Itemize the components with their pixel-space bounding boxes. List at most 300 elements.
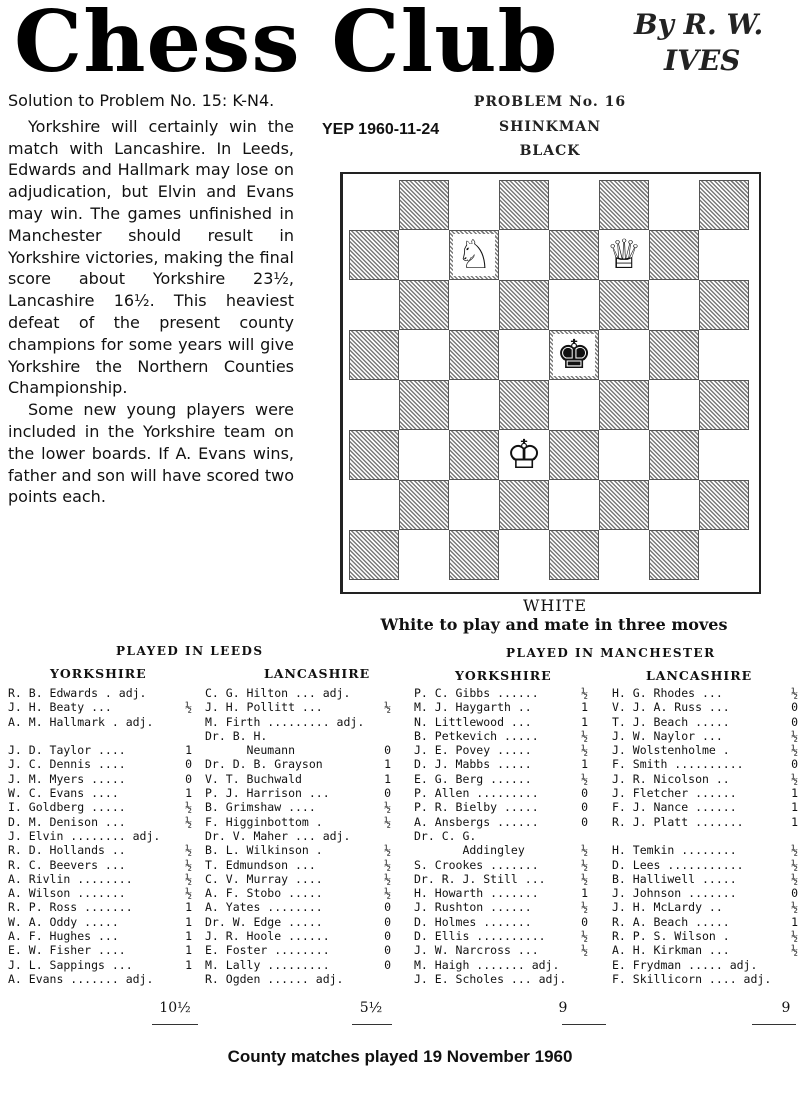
player-score: ½ <box>581 843 588 858</box>
piece-glyph: ♚ <box>553 334 595 376</box>
result-row <box>8 700 198 714</box>
result-row <box>612 886 798 900</box>
board-square-a7 <box>349 230 399 280</box>
board-square-e6 <box>549 280 599 330</box>
player-score: ½ <box>791 743 798 758</box>
result-row <box>612 900 798 914</box>
board-square-h7 <box>699 230 749 280</box>
board-square-h5 <box>699 330 749 380</box>
player-score: 0 <box>581 786 588 801</box>
result-row <box>414 886 599 900</box>
player-score: ½ <box>185 871 192 886</box>
player-name: D. M. Denison ... <box>8 814 126 829</box>
player-score: ½ <box>791 900 798 915</box>
result-row <box>414 900 599 914</box>
player-score: 0 <box>384 957 391 972</box>
result-row <box>612 800 798 814</box>
player-score: ½ <box>384 871 391 886</box>
player-name: Dr. R. J. Still ... <box>414 871 546 886</box>
player-score: 1 <box>185 914 192 929</box>
player-name: E. W. Fisher .... <box>8 943 126 958</box>
result-row <box>8 843 198 857</box>
player-score: ½ <box>581 686 588 700</box>
player-name: R. P. S. Wilson . <box>612 929 730 944</box>
team-heading: YORKSHIRE <box>50 666 147 681</box>
player-name: A. F. Stobo ..... <box>205 886 323 901</box>
player-score: ½ <box>185 700 192 715</box>
player-score: 1 <box>185 900 192 915</box>
player-name: A. F. Hughes ... <box>8 929 119 944</box>
board-square-a4 <box>349 380 399 430</box>
result-row <box>8 815 198 829</box>
result-row <box>8 800 198 814</box>
player-name: N. Littlewood ... <box>414 714 532 729</box>
board-square-b3 <box>399 430 449 480</box>
result-row <box>414 815 599 829</box>
date-tag: YEP 1960-11-24 <box>322 121 440 138</box>
page-title: Chess Club <box>14 0 559 91</box>
player-score: 0 <box>791 757 798 772</box>
player-score: ½ <box>791 857 798 872</box>
result-row <box>205 843 390 857</box>
player-name: A. H. Kirkman ... <box>612 943 730 958</box>
player-name: M. Firth ......... adj. <box>205 714 365 729</box>
board-square-c8 <box>449 180 499 230</box>
result-row <box>8 943 198 957</box>
player-score: 1 <box>384 771 391 786</box>
result-row <box>414 843 599 857</box>
player-name: J. E. Povey ..... <box>414 743 532 758</box>
player-name: D. Holmes ....... <box>414 914 532 929</box>
results-column <box>8 686 198 986</box>
player-score: ½ <box>791 871 798 886</box>
player-score: 1 <box>185 786 192 801</box>
board-square-a3 <box>349 430 399 480</box>
player-score: ½ <box>384 800 391 815</box>
result-row <box>205 858 390 872</box>
player-name: B. Petkevich ..... <box>414 728 539 743</box>
player-name: D. Lees ........... <box>612 857 744 872</box>
result-row <box>414 915 599 929</box>
article-paragraph: Some new young players were included in the Yorkshire team on the lower boards. If A. Evans wins, father and son will have scored two points each. <box>8 400 294 507</box>
player-name: A. Rivlin ........ <box>8 871 133 886</box>
result-row <box>414 972 599 986</box>
player-score: 1 <box>185 957 192 972</box>
result-row <box>414 958 599 972</box>
board-square-f3 <box>599 430 649 480</box>
player-score: 1 <box>581 757 588 772</box>
board-square-c6 <box>449 280 499 330</box>
player-name: R. C. Beevers ... <box>8 857 126 872</box>
board-square-d7 <box>499 230 549 280</box>
player-score: 0 <box>791 886 798 901</box>
result-row <box>414 929 599 943</box>
player-name: M. Haigh ....... adj. <box>414 957 560 972</box>
board-square-h2 <box>699 480 749 530</box>
result-row <box>414 772 599 786</box>
result-row <box>205 686 390 700</box>
caption: County matches played 19 November 1960 <box>227 1047 573 1066</box>
result-row <box>8 686 198 700</box>
problem-author: SHINKMAN <box>498 119 601 135</box>
black-king-icon <box>549 330 599 380</box>
result-row <box>205 772 390 786</box>
player-score: ½ <box>581 929 588 944</box>
article-paragraph: Yorkshire will certainly win the match with Lancashire. In Leeds, Edwards and Hallmark may lose on adjudication, but Elvin and Evans may win. The games unfinished in Manchester should result in Yorkshire victories, making the final score about Yorkshire 23½, Lancashire 16½. This heaviest defeat of the present county champions for some years will give Yorkshire the Northern Counties Championship. <box>8 116 294 398</box>
player-score: ½ <box>384 700 391 715</box>
player-score: 1 <box>791 814 798 829</box>
piece-glyph: ♔ <box>503 434 545 476</box>
result-row <box>414 872 599 886</box>
board-square-b8 <box>399 180 449 230</box>
white-king-icon <box>499 430 549 480</box>
player-name: Dr. D. B. Grayson <box>205 757 323 772</box>
player-score: 0 <box>185 757 192 772</box>
player-name: W. A. Oddy ..... <box>8 914 119 929</box>
board-square-f1 <box>599 530 649 580</box>
player-name: T. Edmundson ... <box>205 857 316 872</box>
player-score: 0 <box>791 714 798 729</box>
player-name: E. G. Berg ...... <box>414 771 532 786</box>
result-row <box>612 715 798 729</box>
result-row <box>8 915 198 929</box>
player-name: J. R. Nicolson .. <box>612 771 730 786</box>
solution-text: Solution to Problem No. 15: K-N4. <box>8 91 275 110</box>
player-score: ½ <box>581 943 588 958</box>
article-column <box>8 90 294 508</box>
player-name: Dr. B. H. <box>205 728 268 743</box>
result-row <box>612 929 798 943</box>
board-square-f8 <box>599 180 649 230</box>
white-label: WHITE <box>522 596 588 615</box>
player-name: J. H. McLardy .. <box>612 900 723 915</box>
board-square-b1 <box>399 530 449 580</box>
team-total: 5½ <box>359 1000 383 1016</box>
result-row <box>8 715 198 729</box>
total-rule <box>752 1024 796 1025</box>
player-score: 0 <box>791 700 798 715</box>
team-total: 10½ <box>159 1000 191 1016</box>
player-name: R. D. Hollands .. <box>8 843 126 858</box>
player-name: C. V. Murray .... <box>205 871 323 886</box>
result-row <box>8 757 198 771</box>
result-row <box>414 829 599 843</box>
result-row <box>612 858 798 872</box>
result-row <box>612 872 798 886</box>
player-score: 0 <box>581 800 588 815</box>
team-heading: LANCASHIRE <box>264 666 371 681</box>
player-name: J. Elvin ........ adj. <box>8 828 161 843</box>
board-square-d8 <box>499 180 549 230</box>
player-score: ½ <box>581 771 588 786</box>
player-score: 1 <box>185 743 192 758</box>
player-name: J. Wolstenholme . <box>612 743 730 758</box>
player-name: A. Evans ....... adj. <box>8 971 154 986</box>
board-square-h1 <box>699 530 749 580</box>
team-total: 9 <box>781 1000 791 1016</box>
result-row <box>612 943 798 957</box>
board-square-a5 <box>349 330 399 380</box>
result-row <box>205 815 390 829</box>
player-score: ½ <box>185 843 192 858</box>
result-row <box>205 915 390 929</box>
result-row <box>612 915 798 929</box>
result-row <box>612 786 798 800</box>
board-square-c5 <box>449 330 499 380</box>
player-score: ½ <box>791 943 798 958</box>
result-row <box>205 929 390 943</box>
player-score: 0 <box>185 771 192 786</box>
player-name: H. Temkin ........ <box>612 843 737 858</box>
player-name: J. H. Beaty ... <box>8 700 112 715</box>
result-row <box>612 958 798 972</box>
result-row <box>8 872 198 886</box>
player-name: F. Smith .......... <box>612 757 744 772</box>
player-name: M. Lally ......... <box>205 957 330 972</box>
player-score: ½ <box>384 857 391 872</box>
board-square-f6 <box>599 280 649 330</box>
player-name: E. Frydman ..... adj. <box>612 957 758 972</box>
result-row <box>612 972 798 986</box>
result-row <box>8 772 198 786</box>
player-score: ½ <box>791 728 798 743</box>
player-name: F. Higginbottom . <box>205 814 323 829</box>
player-score: ½ <box>791 771 798 786</box>
result-row <box>612 843 798 857</box>
board-square-a1 <box>349 530 399 580</box>
board-square-g1 <box>649 530 699 580</box>
player-name: D. J. Mabbs ..... <box>414 757 532 772</box>
board-square-g3 <box>649 430 699 480</box>
player-score: 0 <box>581 814 588 829</box>
board-square-c4 <box>449 380 499 430</box>
player-score: 0 <box>384 914 391 929</box>
player-name: F. J. Nance ...... <box>612 800 737 815</box>
board-square-e4 <box>549 380 599 430</box>
player-name: T. J. Beach ..... <box>612 714 730 729</box>
player-score: 1 <box>581 714 588 729</box>
result-row <box>8 829 198 843</box>
result-row <box>205 729 390 743</box>
result-row <box>8 729 198 743</box>
player-name: P. R. Bielby ..... <box>414 800 539 815</box>
result-row <box>8 972 198 986</box>
player-name: P. Allen ......... <box>414 786 539 801</box>
board-square-e3 <box>549 430 599 480</box>
result-row <box>414 858 599 872</box>
player-score: 1 <box>791 786 798 801</box>
results-column <box>205 686 390 986</box>
result-row <box>205 900 390 914</box>
player-score: ½ <box>384 814 391 829</box>
player-name: R. B. Edwards . adj. <box>8 686 147 700</box>
piece-glyph: ♘ <box>453 234 495 276</box>
player-name: R. Ogden ...... adj. <box>205 971 344 986</box>
board-square-b2 <box>399 480 449 530</box>
board-square-d6 <box>499 280 549 330</box>
result-row <box>612 757 798 771</box>
piece-glyph: ♕ <box>603 234 645 276</box>
board-square-h3 <box>699 430 749 480</box>
result-row <box>414 686 599 700</box>
player-name: Dr. V. Maher ... adj. <box>205 828 351 843</box>
total-rule <box>562 1024 606 1025</box>
board-square-d1 <box>499 530 549 580</box>
white-queen-icon <box>599 230 649 280</box>
player-name: P. C. Gibbs ...... <box>414 686 539 700</box>
player-name: J. R. Hoole ...... <box>205 929 330 944</box>
result-row <box>205 872 390 886</box>
board-square-d2 <box>499 480 549 530</box>
problem-number: PROBLEM No. 16 <box>473 94 627 110</box>
board-square-h4 <box>699 380 749 430</box>
byline: By R. W. <box>634 8 764 41</box>
result-row <box>8 929 198 943</box>
board-square-a6 <box>349 280 399 330</box>
player-name: J. C. Dennis .... <box>8 757 126 772</box>
results-column <box>414 686 599 986</box>
board-square-g6 <box>649 280 699 330</box>
result-row <box>414 743 599 757</box>
player-name: C. G. Hilton ... adj. <box>205 686 351 700</box>
player-score: ½ <box>384 843 391 858</box>
player-name: J. Rushton ...... <box>414 900 532 915</box>
player-name: H. G. Rhodes ... <box>612 686 723 700</box>
board-square-f2 <box>599 480 649 530</box>
player-name: Dr. W. Edge ..... <box>205 914 323 929</box>
result-row <box>205 886 390 900</box>
result-row <box>205 943 390 957</box>
player-score: ½ <box>581 743 588 758</box>
board-square-g2 <box>649 480 699 530</box>
player-name: P. J. Harrison ... <box>205 786 330 801</box>
player-score: ½ <box>185 814 192 829</box>
result-row <box>8 858 198 872</box>
player-score: 1 <box>185 943 192 958</box>
player-name: S. Crookes ....... <box>414 857 539 872</box>
player-score: ½ <box>185 800 192 815</box>
player-name: J. Johnson ....... <box>612 886 737 901</box>
result-row <box>414 786 599 800</box>
player-score: ½ <box>185 886 192 901</box>
board-square-g7 <box>649 230 699 280</box>
player-name: A. M. Hallmark . adj. <box>8 714 154 729</box>
result-row <box>205 700 390 714</box>
player-name: B. Halliwell ..... <box>612 871 737 886</box>
player-name: V. J. A. Russ ... <box>612 700 730 715</box>
result-row <box>414 943 599 957</box>
board-square-b7 <box>399 230 449 280</box>
player-score: 1 <box>791 800 798 815</box>
result-row <box>205 715 390 729</box>
total-rule <box>152 1024 198 1025</box>
result-row <box>414 800 599 814</box>
player-name: W. C. Evans .... <box>8 786 119 801</box>
result-row <box>414 729 599 743</box>
player-score: ½ <box>791 929 798 944</box>
board-square-c3 <box>449 430 499 480</box>
results-column <box>612 686 798 986</box>
player-score: 1 <box>581 886 588 901</box>
result-row <box>612 686 798 700</box>
board-square-d5 <box>499 330 549 380</box>
board-square-d4 <box>499 380 549 430</box>
player-name: D. Ellis .......... <box>414 929 546 944</box>
player-score: 0 <box>384 786 391 801</box>
result-row <box>612 729 798 743</box>
player-name: M. J. Haygarth .. <box>414 700 532 715</box>
board-square-f4 <box>599 380 649 430</box>
board-square-b5 <box>399 330 449 380</box>
board-square-e2 <box>549 480 599 530</box>
result-row <box>612 700 798 714</box>
player-score: 1 <box>581 700 588 715</box>
player-score: ½ <box>791 686 798 700</box>
player-score: ½ <box>791 843 798 858</box>
result-row <box>414 757 599 771</box>
board-square-a8 <box>349 180 399 230</box>
player-name: F. Skillicorn .... adj. <box>612 971 772 986</box>
player-name: J. Fletcher ...... <box>612 786 737 801</box>
result-row <box>8 786 198 800</box>
board-square-b6 <box>399 280 449 330</box>
player-score: ½ <box>581 900 588 915</box>
player-name: B. L. Wilkinson . <box>205 843 323 858</box>
player-name: A. Ansbergs ...... <box>414 814 539 829</box>
player-name: J. D. Taylor .... <box>8 743 126 758</box>
player-score: ½ <box>581 871 588 886</box>
board-square-g8 <box>649 180 699 230</box>
player-name: Addingley <box>414 843 525 858</box>
result-row <box>612 772 798 786</box>
player-score: 1 <box>185 929 192 944</box>
board-square-g5 <box>649 330 699 380</box>
white-knight-icon <box>449 230 499 280</box>
board-square-c1 <box>449 530 499 580</box>
board-square-e1 <box>549 530 599 580</box>
chess-board <box>340 172 761 594</box>
result-row <box>205 972 390 986</box>
player-score: 0 <box>384 900 391 915</box>
result-row <box>8 886 198 900</box>
board-square-c2 <box>449 480 499 530</box>
player-name: J. M. Myers ..... <box>8 771 126 786</box>
player-name: B. Grimshaw .... <box>205 800 316 815</box>
player-name: A. Yates ........ <box>205 900 323 915</box>
result-row <box>414 715 599 729</box>
result-row <box>8 743 198 757</box>
player-name: A. Wilson ....... <box>8 886 126 901</box>
board-square-h6 <box>699 280 749 330</box>
player-score: 0 <box>384 743 391 758</box>
venue-heading-leeds: PLAYED IN LEEDS <box>116 644 264 658</box>
result-row <box>414 700 599 714</box>
board-square-f5 <box>599 330 649 380</box>
player-name: E. Foster ........ <box>205 943 330 958</box>
player-name: Neumann <box>205 743 296 758</box>
player-name: J. H. Pollitt ... <box>205 700 323 715</box>
player-score: 0 <box>581 914 588 929</box>
board-square-g4 <box>649 380 699 430</box>
player-name: H. Howarth ....... <box>414 886 539 901</box>
result-row <box>612 743 798 757</box>
board-square-a2 <box>349 480 399 530</box>
player-score: 1 <box>791 914 798 929</box>
player-score: ½ <box>384 886 391 901</box>
player-name: J. W. Naylor ... <box>612 728 723 743</box>
player-score: ½ <box>581 728 588 743</box>
board-square-e8 <box>549 180 599 230</box>
